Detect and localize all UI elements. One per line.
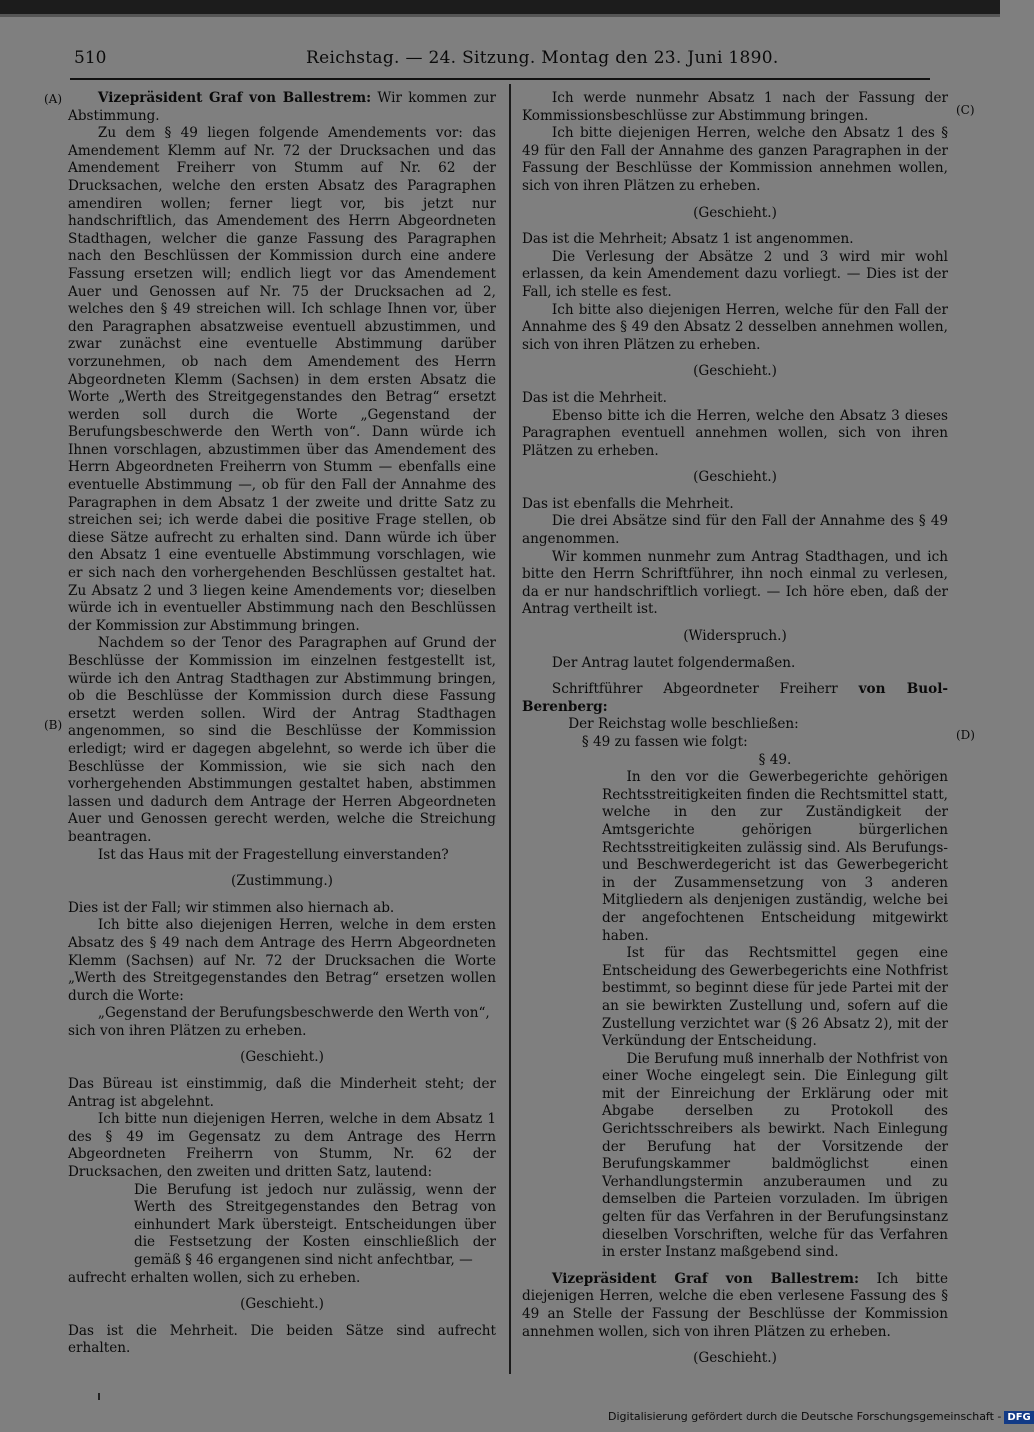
paragraph: Das ist ebenfalls die Mehrheit. [522, 495, 734, 512]
stage-direction: (Geschieht.) [693, 204, 777, 221]
paragraph: Die Verlesung der Absätze 2 und 3 wird mir wohl erlassen, da kein Amendement dazu vorliegt. — Dies ist der Fall, ich stelle es fest. [522, 248, 948, 300]
paragraph: Wir kommen nunmehr zum Antrag Stadthagen, und ich bitte den Herrn Schriftführer, ihn noch einmal zu verlesen, da er nur handschriftlich vorliegt. — Ich höre eben, daß der Antrag vertheilt ist. [522, 548, 948, 618]
margin-marker-b: (B) [44, 718, 63, 732]
stage-direction: (Widerspruch.) [683, 628, 787, 645]
stage-direction: (Geschieht.) [693, 1350, 777, 1367]
paragraph: Das ist die Mehrheit; Absatz 1 ist angenommen. [522, 231, 854, 248]
paragraph: Dies ist der Fall; wir stimmen also hiernach ab. [68, 899, 395, 916]
quotation: Die Berufung ist jedoch nur zulässig, wenn der Werth des Streitgegenstandes den Betrag von einhundert Mark übersteigt. Entscheidungen über die Festsetzung der Kosten einschließlich der gemäß § 46 ergangenen sind nicht anfechtbar, — [134, 1181, 496, 1268]
proposed-law-text [602, 752, 948, 1262]
paragraph: Das ist die Mehrheit. Die beiden Sätze sind aufrecht erhalten. [68, 1322, 496, 1357]
margin-marker-d: (D) [956, 728, 975, 742]
paragraph: Ich bitte also diejenigen Herren, welche in dem ersten Absatz des § 49 nach dem Antrage des Herrn Abgeordneten Klemm (Sachsen) auf Nr. 72 der Drucksachen die Worte „Werth des Streitgegenstandes den Betrag“ ersetzen wollen durch die Worte: [68, 917, 496, 1004]
speech-text: Wir kommen zur Abstimmung. [68, 90, 496, 124]
paragraph [522, 1271, 948, 1341]
stage-direction: (Geschieht.) [693, 363, 777, 380]
digitization-credit [608, 1410, 1034, 1424]
law-section-title: § 49. [758, 751, 792, 768]
paragraph: Ebenso bitte ich die Herren, welche den Absatz 3 dieses Paragraphen eventuell annehmen wollen, sich von ihren Plätzen zu erheben. [522, 407, 948, 459]
stage-direction: (Zustimmung.) [231, 873, 333, 890]
stage-direction: (Geschieht.) [240, 1296, 324, 1313]
column-divider [509, 84, 511, 1374]
credit-text: Digitalisierung gefördert durch die Deutsche Forschungsgemeinschaft - [608, 1410, 1002, 1423]
header-rule [70, 78, 930, 80]
paragraph: § 49 zu fassen wie folgt: [581, 734, 748, 750]
paragraph: Nachdem so der Tenor des Paragraphen auf Grund der Beschlüsse der Kommission im einzelnen festgestellt ist, würde ich den Antrag Stadthagen zur Abstimmung bringen, ob die Beschlüsse der Kommission durch diese Fassung ersetzt werden sollen. Wird der Antrag Stadthagen angenommen, so sind die Beschlüsse der Kommission erledigt; wird er dagegen abgelehnt, so werde ich über die Beschlüsse der Kommission, wie sie sich nach den vorhergehenden Abstimmungen gestaltet haben, abstimmen lassen und dadurch dem Antrage der Herren Abgeordneten Auer und Genossen gerecht werden, welche die Streichung beantragen. [68, 635, 496, 845]
speaker-name: Vizepräsident Graf von Ballestrem: [97, 90, 372, 106]
paragraph: Der Antrag lautet folgendermaßen. [551, 654, 796, 671]
stage-direction: (Geschieht.) [240, 1049, 324, 1066]
paragraph: Ich werde nunmehr Absatz 1 nach der Fassung der Kommissionsbeschlüsse zur Abstimmung bringen. [522, 90, 948, 124]
stage-direction: (Geschieht.) [693, 469, 777, 486]
paragraph: sich von ihren Plätzen zu erheben. [68, 1022, 307, 1039]
law-paragraph: Die Berufung muß innerhalb der Nothfrist von einer Woche eingelegt sein. Die Einlegung gilt mit der Einreichung der Erklärung oder mit Abgabe derselben zu Protokoll des Gerichtsschreibers als bewirkt. Nach Einlegung der Berufung hat der Vorsitzende der Berufungskammer baldmöglichst einen Verhandlungstermin anzuberaumen und zu demselben die Parteien vorzuladen. Im übrigen gelten für das Verfahren in der Berufungsinstanz dieselben Vorschriften, welche für das Verfahren in erster Instanz maßgebend sind. [602, 1050, 948, 1261]
paragraph: Die drei Absätze sind für den Fall der Annahme des § 49 angenommen. [522, 513, 948, 548]
paragraph [68, 90, 496, 125]
page-header [0, 48, 1000, 74]
law-paragraph: In den vor die Gewerbegerichte gehörigen Rechtsstreitigkeiten finden die Rechtsmittel statt, welche in den zur Zuständigkeit der Amtsgerichte gehörigen bürgerlichen Rechtsstreitigkeiten zulässig sind. Als Berufungs- und Beschwerdegericht ist das Gewerbegericht in der Zusammensetzung von 3 anderen Mitgliedern als denjenigen zuständig, welche bei der angefochtenen Entscheidung mitgewirkt haben. [602, 769, 948, 944]
running-title: Reichstag. — 24. Sitzung. Montag den 23. Juni 1890. [306, 48, 779, 68]
dfg-logo: DFG [1004, 1411, 1033, 1424]
paragraph: Ich bitte also diejenigen Herren, welche für den Fall der Annahme des § 49 den Absatz 2 desselben annehmen wollen, sich von ihren Plätzen zu erheben. [522, 301, 948, 353]
paragraph: Ich bitte diejenigen Herren, welche den Absatz 1 des § 49 für den Fall der Annahme des ganzen Paragraphen in der Fassung der Beschlüsse der Kommission annehmen wollen, sich von ihren Plätzen zu erheben. [522, 125, 948, 194]
paragraph: Der Reichstag wolle beschließen: [568, 716, 799, 733]
right-column [522, 90, 948, 1377]
speech-text: Ich bitte diejenigen Herren, welche die eben verlesene Fassung des § 49 an Stelle der Fassung der Beschlüsse der Kommission annehmen wollen, sich von ihren Plätzen zu erheben. [522, 1270, 948, 1340]
quotation: „Gegenstand der Berufungsbeschwerde den Werth von“, [97, 1005, 490, 1022]
page-number: 510 [74, 48, 107, 68]
paragraph: aufrecht erhalten wollen, sich zu erheben. [68, 1269, 361, 1286]
scan-mark [98, 1393, 100, 1400]
left-column [68, 90, 496, 1358]
speaker-name: von Buol-Berenberg: [522, 681, 948, 715]
speaker-name: Vizepräsident Graf von Ballestrem: [551, 1270, 860, 1287]
scan-top-border [0, 0, 1000, 14]
paragraph: Zu dem § 49 liegen folgende Amendements vor: das Amendement Klemm auf Nr. 72 der Drucksachen und das Amendement Freiherr von Stumm auf Nr. 62 der Drucksachen, welche den ersten Absatz des Paragraphen amendiren wollen; ferner liegt vor, bis jetzt nur handschriftlich, das Amendement des Herrn Abgeordneten Stadthagen, welcher die ganze Fassung des Paragraphen nach den Beschlüssen der Kommission durch eine andere Fassung ersetzen will; endlich liegt vor das Amendement Auer und Genossen auf Nr. 75 der Drucksachen ad 2, welches den § 49 streichen will. Ich schlage Ihnen vor, über den Paragraphen absatzweise eventuell abzustimmen, und zwar zunächst eine eventuelle Abstimmung darüber vorzunehmen, ob nach dem Amendement des Herrn Abgeordneten Klemm (Sachsen) in dem ersten Absatz die Worte „Werth des Streitgegenstandes den Betrag“ ersetzt werden soll durch die Worte „Gegenstand der Berufungsbeschwerde den Werth von“. Dann würde ich Ihnen vorschlagen, abzustimmen über das Amendement des Herrn Abgeordneten Freiherrn von Stumm — ebenfalls eine eventuelle Abstimmung —, ob für den Fall der Annahme des Paragraphen in dem Absatz 1 der zweite und dritte Satz zu streichen sei; ich werde dabei die positive Frage stellen, ob diese Sätze aufrecht zu erhalten sind. Dann würde ich über den Absatz 1 eine eventuelle Abstimmung vorschlagen, wie er sich nach den vorhergehenden Beschlüssen gestaltet hat. Zu Absatz 2 und 3 liegen keine Amendements vor; dieselben würde ich in eventueller Abstimmung nach den Beschlüssen der Kommission zur Abstimmung bringen. [68, 125, 496, 634]
paragraph: Ist das Haus mit der Fragestellung einverstanden? [97, 846, 449, 863]
paragraph: Ich bitte nun diejenigen Herren, welche in dem Absatz 1 des § 49 im Gegensatz zu dem Antrage des Herrn Abgeordneten Freiherrn von Stumm, Nr. 62 der Drucksachen, den zweiten und dritten Satz, lautend: [68, 1111, 496, 1181]
scan-top-shadow [0, 14, 1000, 17]
law-paragraph: Ist für das Rechtsmittel gegen eine Entscheidung des Gewerbegerichts eine Nothfrist bestimmt, so beginnt diese für jede Partei mit der an sie bewirkten Zustellung und, sofern auf die Zustellung verzichtet war (§ 26 Absatz 2), mit der Verkündung der Entscheidung. [602, 945, 948, 1050]
margin-marker-c: (C) [956, 103, 975, 117]
speaker-role: Schriftführer Abgeordneter Freiherr [551, 681, 859, 698]
paragraph: Das ist die Mehrheit. [522, 389, 667, 406]
paragraph: Das Büreau ist einstimmig, daß die Minderheit steht; der Antrag ist abgelehnt. [68, 1076, 496, 1110]
paragraph [522, 681, 948, 716]
margin-marker-a: (A) [44, 92, 63, 106]
